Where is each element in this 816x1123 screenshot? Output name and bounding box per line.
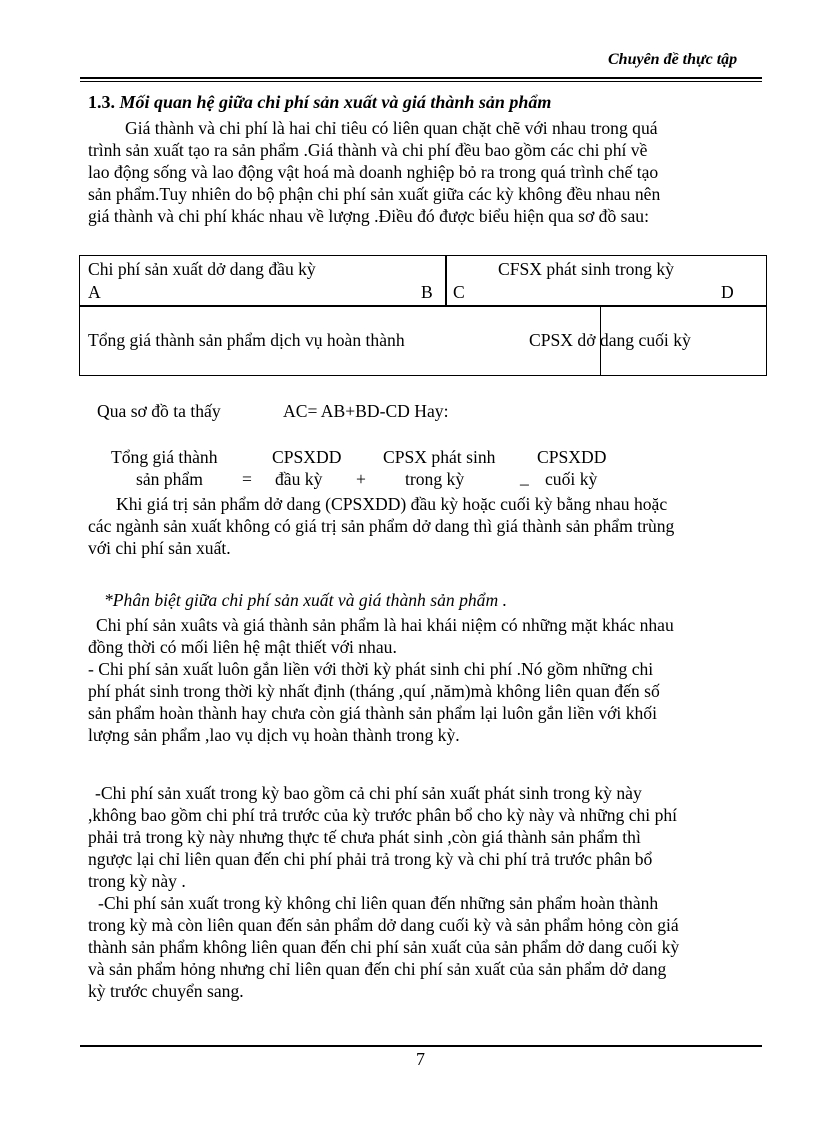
text-line: đồng thời có mối liên hệ mật thiết với nhau. (88, 637, 397, 657)
text-line: trong kỳ này . (88, 871, 186, 891)
label-a: A (88, 282, 101, 302)
section-heading (88, 92, 551, 113)
text-line: giá thành và chi phí khác nhau về lượng .Điều đó được biểu hiện qua sơ đồ sau: (88, 206, 649, 226)
header-rule (80, 77, 762, 79)
page-number: 7 (416, 1049, 425, 1069)
header-rule-thin (80, 81, 762, 82)
formula-term: đầu kỳ (275, 469, 323, 489)
text-line: trình sản xuất tạo ra sản phẩm .Giá thành và chi phí đều bao gồm các chi phí về (88, 140, 648, 160)
text-line: với chi phí sản xuất. (88, 538, 231, 558)
intro-paragraph (88, 117, 759, 227)
relation-expression: AC= AB+BD-CD Hay: (283, 401, 449, 421)
formula-operator: = (242, 469, 252, 489)
text-line: -Chi phí sản xuất trong kỳ bao gồm cả chi phí sản xuất phát sinh trong kỳ này (95, 783, 642, 803)
diagram-divider (445, 256, 447, 305)
label-b: B (421, 282, 433, 302)
formula-term: Tổng giá thành (111, 447, 218, 467)
diagram-divider (80, 305, 766, 307)
distinction-paragraph (88, 614, 759, 746)
text-line: lao động sống và lao động vật hoá mà doanh nghiệp bỏ ra trong quá trình chế tạo (88, 162, 659, 182)
formula-term: CPSXDD (272, 447, 342, 467)
cell-opening-wip: Chi phí sản xuất dở dang đầu kỳ (88, 259, 316, 279)
formula-term: CPSX phát sinh (383, 447, 496, 467)
relation-lead: Qua sơ đồ ta thấy (97, 401, 221, 421)
text-line: lượng sản phẩm ,lao vụ dịch vụ hoàn thành trong kỳ. (88, 725, 460, 745)
text-line: ,không bao gồm chi phí trả trước của kỳ trước phân bổ cho kỳ này và những chi phí (88, 805, 678, 825)
formula-term: sản phẩm (136, 469, 203, 489)
cost-formula (0, 447, 816, 493)
formula-operator: _ (520, 467, 529, 487)
running-header: Chuyên đề thực tập (608, 51, 738, 68)
cell-arising-cost: CFSX phát sinh trong kỳ (498, 259, 674, 279)
label-d: D (721, 282, 734, 302)
cell-closing-wip: CPSX dở dang cuối kỳ (529, 330, 691, 350)
cost-diagram (79, 255, 767, 376)
text-line: ngược lại chỉ liên quan đến chi phí phải trả trong kỳ và chi phí trả trước phân bổ (88, 849, 653, 869)
text-line: trong kỳ mà còn liên quan đến sản phẩm dở dang cuối kỳ và sản phẩm hỏng còn giá (88, 915, 679, 935)
text-line: -Chi phí sản xuất trong kỳ không chỉ liên quan đến những sản phẩm hoàn thành (98, 893, 659, 913)
cell-total-cost: Tổng giá thành sản phẩm dịch vụ hoàn thành (88, 330, 405, 350)
text-line: - Chi phí sản xuất luôn gắn liền với thời kỳ phát sinh chi phí .Nó gồm những chi (88, 659, 654, 679)
text-line: thành sản phẩm không liên quan đến chi phí sản xuất của sản phẩm dở dang cuối kỳ (88, 937, 680, 957)
formula-term: trong kỳ (405, 469, 465, 489)
text-line: Giá thành và chi phí là hai chỉ tiêu có liên quan chặt chẽ với nhau trong quá (125, 118, 658, 138)
formula-term: CPSXDD (537, 447, 607, 467)
text-line: phí phát sinh trong thời kỳ nhất định (tháng ,quí ,năm)mà không liên quan đến số (88, 681, 660, 701)
section-title: Mối quan hệ giữa chi phí sản xuất và giá thành sản phẩm (119, 92, 552, 112)
formula-operator: + (356, 469, 366, 489)
equality-paragraph (88, 493, 759, 559)
text-line: phải trả trong kỳ này nhưng thực tế chưa phát sinh ,còn giá thành sản phẩm thì (88, 827, 641, 847)
text-line: và sản phẩm hỏng nhưng chỉ liên quan đến chi phí sản xuất của sản phẩm dở dang (88, 959, 667, 979)
text-line: các ngành sản xuất không có giá trị sản phẩm dở dang thì giá thành sản phẩm trùng (88, 516, 675, 536)
distinction-heading: *Phân biệt giữa chi phí sản xuất và giá thành sản phẩm . (104, 590, 507, 610)
text-line: kỳ trước chuyển sang. (88, 981, 244, 1001)
point2-paragraph (88, 782, 759, 1002)
section-number: 1.3. (88, 92, 115, 112)
text-line: sản phẩm hoàn thành hay chưa còn giá thành sản phẩm lại luôn gắn liền với khối (88, 703, 657, 723)
text-line: Khi giá trị sản phẩm dở dang (CPSXDD) đầu kỳ hoặc cuối kỳ bằng nhau hoặc (116, 494, 668, 514)
formula-term: cuối kỳ (545, 469, 598, 489)
footer-rule (80, 1045, 762, 1047)
label-c: C (453, 282, 465, 302)
text-line: Chi phí sản xuâts và giá thành sản phẩm là hai khái niệm có những mặt khác nhau (96, 615, 674, 635)
text-line: sản phẩm.Tuy nhiên do bộ phận chi phí sản xuất giữa các kỳ không đều nhau nên (88, 184, 661, 204)
